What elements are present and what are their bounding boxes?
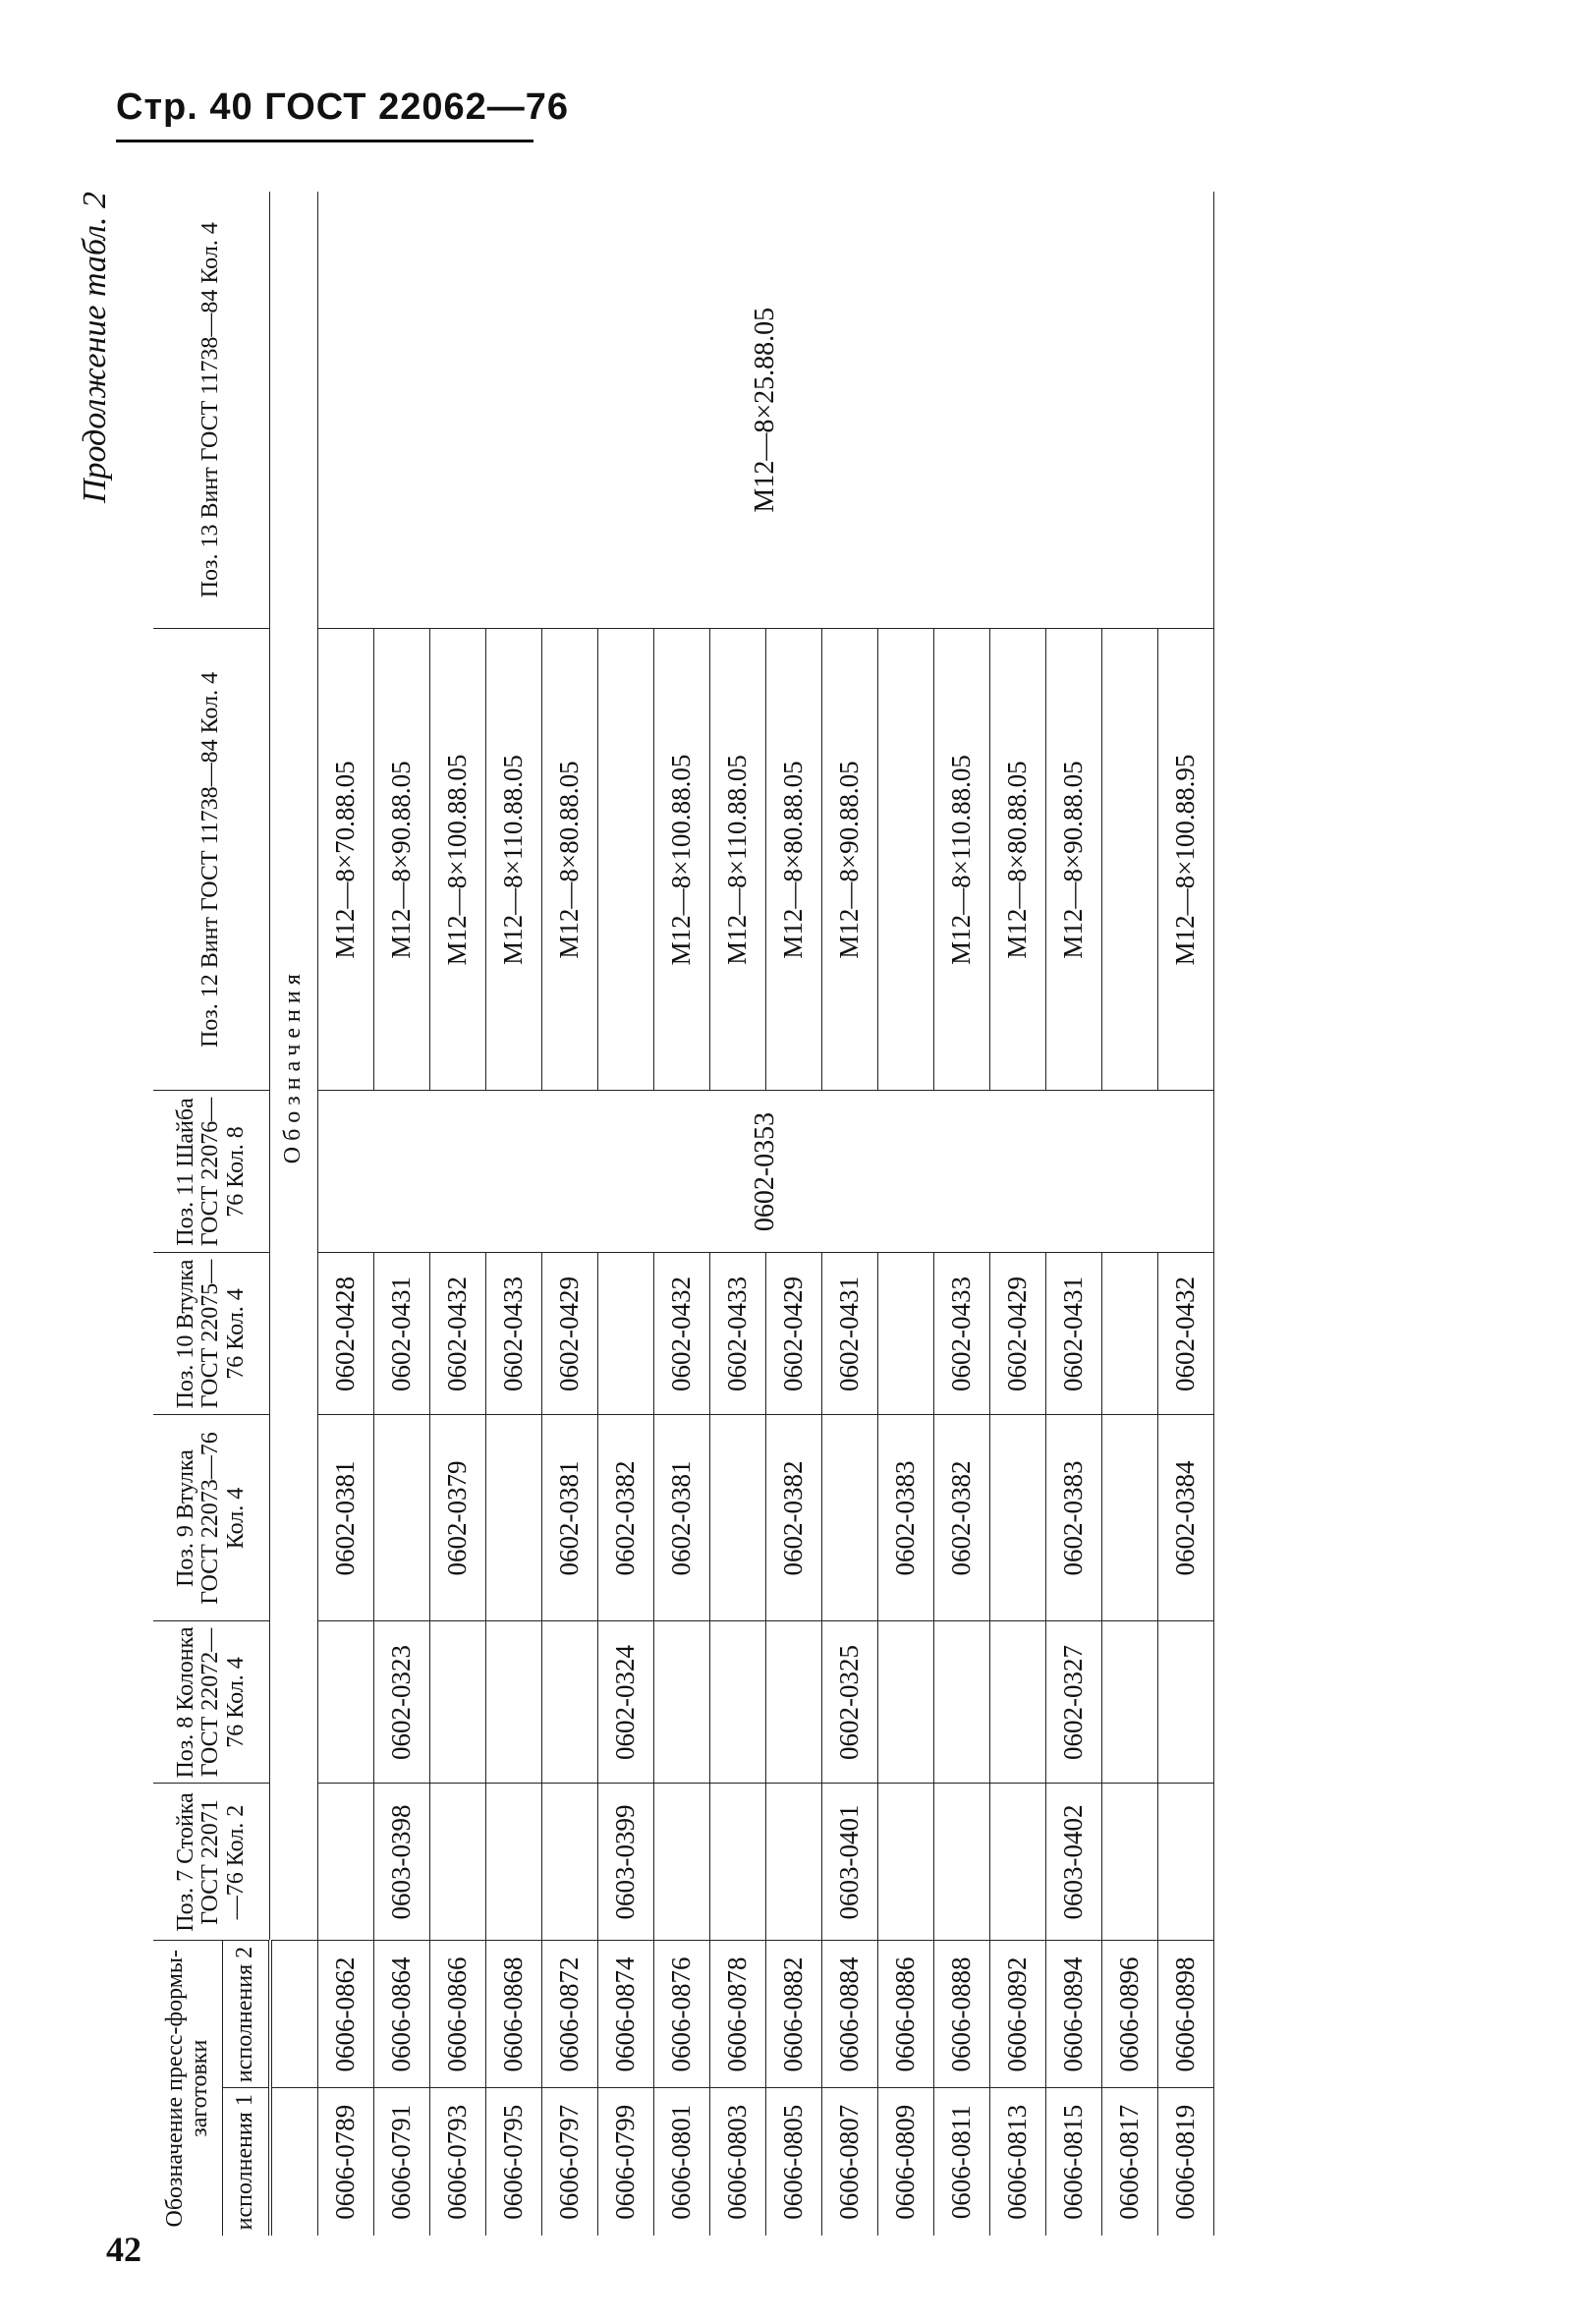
cell-p9: 0602-0382 xyxy=(765,1415,821,1621)
cell-p8 xyxy=(1157,1621,1213,1784)
cell-p10: 0602-0429 xyxy=(765,1253,821,1415)
cell-p12: М12—8×80.88.05 xyxy=(765,629,821,1091)
cell-i1: 0606-0799 xyxy=(597,2088,653,2236)
header-mold-group: Обозначение пресс-формы-заготовки xyxy=(153,1941,223,2236)
cell-p10: 0602-0432 xyxy=(653,1253,709,1415)
cell-p7 xyxy=(933,1784,989,1941)
cell-p9: 0602-0381 xyxy=(653,1415,709,1621)
cell-p8: 0602-0324 xyxy=(597,1621,653,1784)
cell-i1: 0606-0791 xyxy=(373,2088,429,2236)
header-p11: Поз. 11 Шайба ГОСТ 22076—76 Кол. 8 xyxy=(153,1091,270,1253)
cell-i2: 0606-0872 xyxy=(541,1941,597,2088)
cell-i1: 0606-0797 xyxy=(541,2088,597,2236)
cell-p8: 0602-0327 xyxy=(1045,1621,1101,1784)
cell-p11-shared: 0602-0353 xyxy=(317,1091,1213,1253)
cell-p12: М12—8×100.88.05 xyxy=(653,629,709,1091)
cell-p12: М12—8×100.88.95 xyxy=(1157,629,1213,1091)
cell-p8 xyxy=(877,1621,933,1784)
cell-p7 xyxy=(877,1784,933,1941)
cell-p7 xyxy=(765,1784,821,1941)
cell-i2: 0606-0892 xyxy=(989,1941,1045,2088)
cell-i1: 0606-0795 xyxy=(485,2088,541,2236)
cell-p10: 0602-0432 xyxy=(429,1253,485,1415)
cell-p9: 0602-0383 xyxy=(1045,1415,1101,1621)
cell-p10: 0602-0432 xyxy=(1157,1253,1213,1415)
cell-p8 xyxy=(429,1621,485,1784)
cell-i2: 0606-0898 xyxy=(1157,1941,1213,2088)
cell-p12: М12—8×70.88.05 xyxy=(317,629,373,1091)
cell-i2: 0606-0886 xyxy=(877,1941,933,2088)
cell-p12 xyxy=(877,629,933,1091)
cell-p10 xyxy=(877,1253,933,1415)
cell-p8 xyxy=(653,1621,709,1784)
cell-p10: 0602-0429 xyxy=(989,1253,1045,1415)
cell-i1: 0606-0803 xyxy=(709,2088,765,2236)
header-p9: Поз. 9 Втулка ГОСТ 22073—76 Кол. 4 xyxy=(153,1415,270,1621)
cell-i1: 0606-0789 xyxy=(317,2088,373,2236)
cell-p8 xyxy=(485,1621,541,1784)
header-p10: Поз. 10 Втулка ГОСТ 22075—76 Кол. 4 xyxy=(153,1253,270,1415)
cell-i2: 0606-0866 xyxy=(429,1941,485,2088)
cell-i2: 0606-0896 xyxy=(1101,1941,1157,2088)
header-p7: Поз. 7 Стойка ГОСТ 22071—76 Кол. 2 xyxy=(153,1784,270,1941)
cell-p12: М12—8×110.88.05 xyxy=(933,629,989,1091)
cell-p7: 0603-0401 xyxy=(821,1784,877,1941)
spec-table xyxy=(153,192,1214,2236)
cell-p9 xyxy=(1101,1415,1157,1621)
cell-p8 xyxy=(765,1621,821,1784)
cell-i2: 0606-0878 xyxy=(709,1941,765,2088)
cell-p12: М12—8×90.88.05 xyxy=(373,629,429,1091)
cell-p12: М12—8×110.88.05 xyxy=(485,629,541,1091)
cell-i2: 0606-0864 xyxy=(373,1941,429,2088)
cell-i2: 0606-0884 xyxy=(821,1941,877,2088)
cell-p9 xyxy=(989,1415,1045,1621)
cell-i2: 0606-0894 xyxy=(1045,1941,1101,2088)
cell-p7 xyxy=(541,1784,597,1941)
cell-p7: 0603-0402 xyxy=(1045,1784,1101,1941)
table-body xyxy=(270,192,1214,2236)
cell-i1: 0606-0793 xyxy=(429,2088,485,2236)
cell-p12: М12—8×80.88.05 xyxy=(989,629,1045,1091)
cell-i1: 0606-0805 xyxy=(765,2088,821,2236)
oboznachenia-label: Обозначения xyxy=(270,192,318,1941)
cell-p7 xyxy=(429,1784,485,1941)
table-row xyxy=(317,192,373,2236)
table-caption: Продолжение табл. 2 xyxy=(77,192,113,504)
header-p8: Поз. 8 Колонка ГОСТ 22072—76 Кол. 4 xyxy=(153,1621,270,1784)
cell-p9: 0602-0383 xyxy=(877,1415,933,1621)
cell-p9 xyxy=(373,1415,429,1621)
cell-p10 xyxy=(597,1253,653,1415)
cell-p7 xyxy=(989,1784,1045,1941)
header-ispolnenie1: исполнения 1 xyxy=(223,2088,270,2236)
cell-p13-shared: М12—8×25.88.05 xyxy=(317,192,1213,629)
page-header: Стр. 40 ГОСТ 22062—76 xyxy=(116,86,570,128)
cell-i2: 0606-0874 xyxy=(597,1941,653,2088)
cell-p9: 0602-0381 xyxy=(317,1415,373,1621)
page-number: 42 xyxy=(106,2230,141,2269)
cell-p10: 0602-0429 xyxy=(541,1253,597,1415)
cell-i1: 0606-0817 xyxy=(1101,2088,1157,2236)
cell-i2: 0606-0868 xyxy=(485,1941,541,2088)
cell-p10 xyxy=(1101,1253,1157,1415)
cell-p9: 0602-0382 xyxy=(597,1415,653,1621)
header-rule xyxy=(116,140,533,142)
cell-p10: 0602-0431 xyxy=(1045,1253,1101,1415)
cell-p10: 0602-0433 xyxy=(933,1253,989,1415)
cell-p10: 0602-0433 xyxy=(709,1253,765,1415)
cell-p12: М12—8×110.88.05 xyxy=(709,629,765,1091)
cell-i2: 0606-0888 xyxy=(933,1941,989,2088)
cell-p12: М12—8×90.88.05 xyxy=(821,629,877,1091)
cell-i2: 0606-0882 xyxy=(765,1941,821,2088)
rotated-table-wrapper xyxy=(77,192,1503,2236)
cell-p7 xyxy=(1157,1784,1213,1941)
cell-i1: 0606-0811 xyxy=(933,2088,989,2236)
cell-p12: М12—8×80.88.05 xyxy=(541,629,597,1091)
cell-p7 xyxy=(653,1784,709,1941)
cell-i1: 0606-0819 xyxy=(1157,2088,1213,2236)
cell-p8 xyxy=(709,1621,765,1784)
cell-p12: М12—8×100.88.05 xyxy=(429,629,485,1091)
cell-i1: 0606-0815 xyxy=(1045,2088,1101,2236)
cell-p12 xyxy=(597,629,653,1091)
cell-p10: 0602-0431 xyxy=(821,1253,877,1415)
cell-p8 xyxy=(933,1621,989,1784)
cell-p9: 0602-0382 xyxy=(933,1415,989,1621)
cell-p12 xyxy=(1101,629,1157,1091)
cell-p7 xyxy=(317,1784,373,1941)
cell-p7 xyxy=(709,1784,765,1941)
header-ispolnenie2: исполнения 2 xyxy=(223,1941,270,2088)
cell-i1: 0606-0813 xyxy=(989,2088,1045,2236)
cell-p7: 0603-0398 xyxy=(373,1784,429,1941)
cell-p8: 0602-0323 xyxy=(373,1621,429,1784)
cell-p9: 0602-0384 xyxy=(1157,1415,1213,1621)
cell-p10: 0602-0431 xyxy=(373,1253,429,1415)
cell-p7 xyxy=(485,1784,541,1941)
cell-p7: 0603-0399 xyxy=(597,1784,653,1941)
header-p12: Поз. 12 Винт ГОСТ 11738—84 Кол. 4 xyxy=(153,629,270,1091)
cell-i1: 0606-0809 xyxy=(877,2088,933,2236)
cell-p8 xyxy=(989,1621,1045,1784)
cell-p8 xyxy=(317,1621,373,1784)
header-p13: Поз. 13 Винт ГОСТ 11738—84 Кол. 4 xyxy=(153,192,270,629)
cell-i1: 0606-0807 xyxy=(821,2088,877,2236)
cell-p10: 0602-0433 xyxy=(485,1253,541,1415)
cell-p9 xyxy=(485,1415,541,1621)
cell-i2: 0606-0876 xyxy=(653,1941,709,2088)
cell-p8: 0602-0325 xyxy=(821,1621,877,1784)
cell-p10: 0602-0428 xyxy=(317,1253,373,1415)
cell-i2: 0606-0862 xyxy=(317,1941,373,2088)
rotated-table-inner xyxy=(77,192,1504,2236)
cell-p8 xyxy=(1101,1621,1157,1784)
cell-p9: 0602-0379 xyxy=(429,1415,485,1621)
cell-p9: 0602-0381 xyxy=(541,1415,597,1621)
cell-p9 xyxy=(709,1415,765,1621)
cell-p12: М12—8×90.88.05 xyxy=(1045,629,1101,1091)
cell-p7 xyxy=(1101,1784,1157,1941)
cell-i1: 0606-0801 xyxy=(653,2088,709,2236)
cell-p9 xyxy=(821,1415,877,1621)
cell-p8 xyxy=(541,1621,597,1784)
